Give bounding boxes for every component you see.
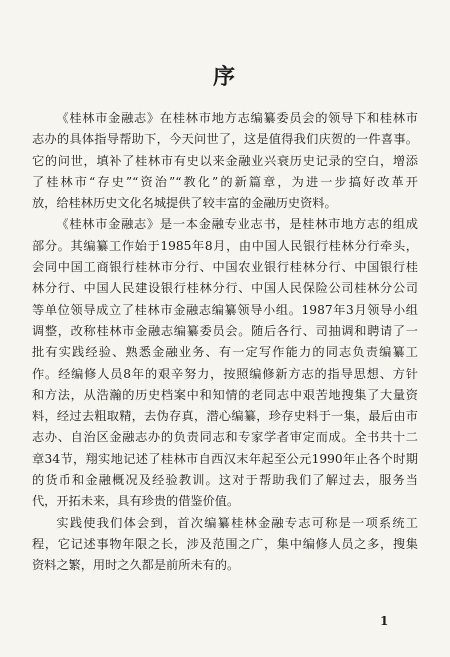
paragraph-line: 批有实践经验、熟悉金融业务、有一定写作能力的同志负责编纂工 xyxy=(32,345,418,360)
paragraph-line: 放，给桂林历史文化名城提供了较丰富的金融历史资料。 xyxy=(32,196,337,211)
paragraph-line: 料，经过去粗取精，去伪存真，潜心编纂，珍存史料于一集，最后由市 xyxy=(32,409,418,424)
paragraph-line: 章34节，翔实地记述了桂林市自西汉末年起至公元1990年止各个时期 xyxy=(32,451,418,466)
paragraph-line: 作。经编修人员8年的艰辛努力，按照编修新方志的指导思想、方针 xyxy=(32,366,418,381)
paragraph-line: 程，它记述事物年限之长，涉及范围之广，集中编修人员之多，搜集 xyxy=(32,536,418,551)
paragraph-3 xyxy=(32,513,418,577)
paragraph-line: 部分。其编纂工作始于1985年8月，由中国人民银行桂林分行牵头， xyxy=(32,238,418,253)
body-text xyxy=(32,108,418,577)
paragraph-line: 和方法，从浩瀚的历史档案中和知情的老同志中艰苦地搜集了大量资 xyxy=(32,387,418,402)
paragraph-line: 志办的具体指导帮助下，今天问世了，这是值得我们庆贺的一件喜事。 xyxy=(32,132,418,147)
paragraph-line: 会同中国工商银行桂林市分行、中国农业银行桂林分行、中国银行桂 xyxy=(32,260,418,275)
paragraph-line: 了桂林市“存史”“资治”“教化”的新篇章，为进一步搞好改革开 xyxy=(32,174,418,189)
paragraph-line: 的货币和金融概况及经验教训。这对于帮助我们了解过去，服务当 xyxy=(32,473,418,488)
paragraph-1 xyxy=(32,108,418,214)
paragraph-2 xyxy=(32,214,418,512)
paragraph-line: 志办、自治区金融志办的负责同志和专家学者审定而成。全书共十二 xyxy=(32,430,418,445)
paragraph-line: 实践使我们体会到，首次编纂桂林金融专志可称是一项系统工 xyxy=(56,515,418,530)
paragraph-line: 代，开拓未来，具有珍贵的借鉴价值。 xyxy=(32,494,240,509)
paragraph-line: 《桂林市金融志》是一本金融专业志书，是桂林市地方志的组成 xyxy=(56,217,418,232)
paragraph-line: 资料之繁，用时之久都是前所未有的。 xyxy=(32,558,240,573)
paragraph-line: 等单位领导成立了桂林市金融志编纂领导小组。1987年3月领导小组 xyxy=(32,302,418,317)
paragraph-line: 它的问世，填补了桂林市有史以来金融业兴衰历史记录的空白，增添 xyxy=(32,153,418,168)
paragraph-line: 调整，改称桂林市金融志编纂委员会。随后各行、司抽调和聘请了一 xyxy=(32,323,418,338)
page-number: 1 xyxy=(380,614,389,628)
paragraph-line: 《桂林市金融志》在桂林市地方志编纂委员会的领导下和桂林市 xyxy=(56,111,418,125)
paragraph-line: 林分行、中国人民建设银行桂林分行、中国人民保险公司桂林分公司 xyxy=(32,281,418,296)
page-title: 序 xyxy=(212,64,237,90)
